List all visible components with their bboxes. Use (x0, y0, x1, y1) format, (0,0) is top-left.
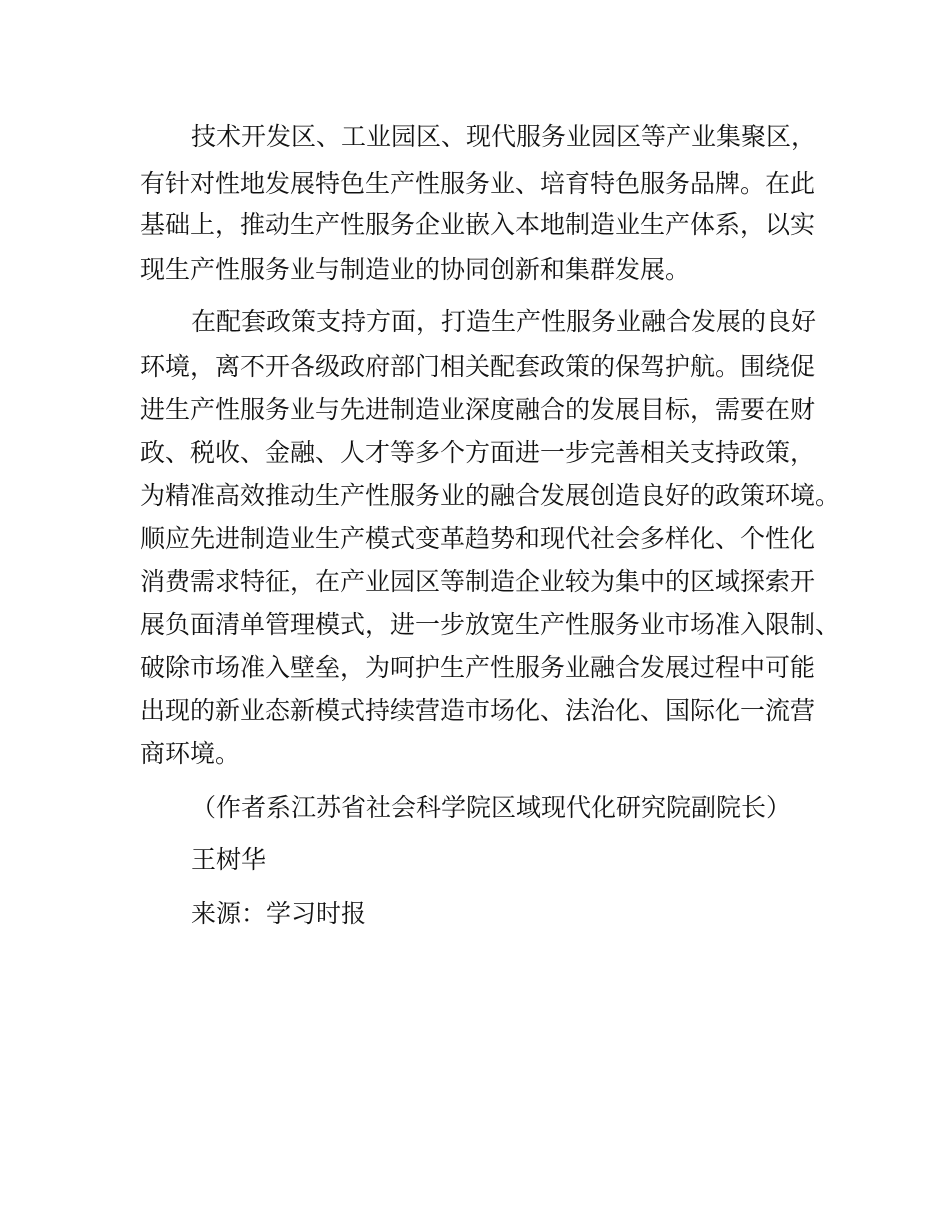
paragraph-2-line-10: 出现的新业态新模式持续营造市场化、法治化、国际化一流营 (140, 696, 816, 725)
paragraph-1-line-4: 现生产性服务业与制造业的协同创新和集群发展。 (140, 255, 691, 284)
paragraph-2-line-11: 商环境。 (140, 739, 241, 768)
paragraph-2-line-1: 在配套政策支持方面，打造生产性服务业融合发展的良好 (191, 307, 817, 336)
paragraph-2-line-4: 政、税收、金融、人才等多个方面进一步完善相关支持政策， (140, 438, 816, 467)
paragraph-2-line-5: 为精准高效推动生产性服务业的融合发展创造良好的政策环境。 (140, 481, 841, 510)
paragraph-1-line-2: 有针对性地发展特色生产性服务业、培育特色服务品牌。在此 (140, 169, 816, 198)
paragraph-1-line-1: 技术开发区、工业园区、现代服务业园区等产业集聚区， (191, 122, 817, 151)
paragraph-2-line-2: 环境，离不开各级政府部门相关配套政策的保驾护航。围绕促 (140, 352, 816, 381)
paragraph-2-line-7: 消费需求特征，在产业园区等制造企业较为集中的区域探索开 (140, 567, 816, 596)
author-name: 王树华 (191, 845, 267, 874)
author-note: （作者系江苏省社会科学院区域现代化研究院副院长） (191, 793, 792, 822)
paragraph-2-line-8: 展负面清单管理模式，进一步放宽生产性服务业市场准入限制、 (140, 610, 841, 639)
paragraph-2-line-9: 破除市场准入壁垒，为呵护生产性服务业融合发展过程中可能 (140, 653, 816, 682)
paragraph-1-line-3: 基础上，推动生产性服务企业嵌入本地制造业生产体系，以实 (140, 210, 816, 239)
paragraph-2-line-6: 顺应先进制造业生产模式变革趋势和现代社会多样化、个性化 (140, 524, 816, 553)
source-line: 来源：学习时报 (191, 899, 367, 928)
paragraph-2-line-3: 进生产性服务业与先进制造业深度融合的发展目标，需要在财 (140, 395, 816, 424)
